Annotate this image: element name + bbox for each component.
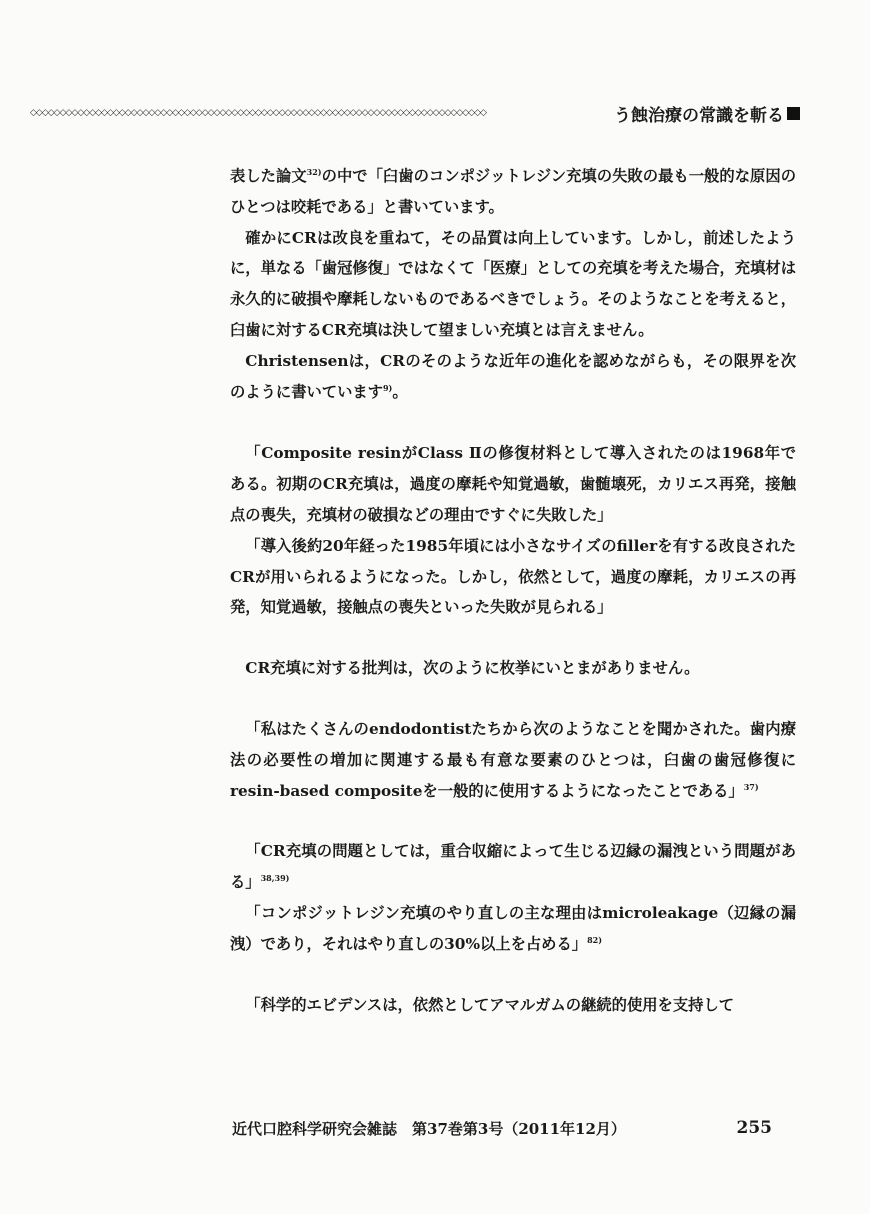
body-text <box>230 161 796 1020</box>
paragraph-2: 確かにCRは改良を重ねて，その品質は向上しています。しかし，前述したように，単なる「歯冠修復」ではなくて「医療」としての充填を考えた場合，充填材は永久的に破損や摩耗しないものであるべきでしょう。そのようなことを考えると，臼歯に対するCR充填は決して望ましい充填とは言えません。 <box>230 228 796 339</box>
quote-5: 「コンポジットレジン充填のやり直しの主な理由はmicroleakage（辺縁の漏洩）であり，それはやり直しの30%以上を占める」$^{82)}$ <box>230 903 796 953</box>
diamond-ornament: ◇◇◇◇◇◇◇◇◇◇◇◇◇◇◇◇◇◇◇◇◇◇◇◇◇◇◇◇◇◇◇◇◇◇◇◇◇◇◇◇◇◇◇◇◇◇◇◇◇◇◇◇◇◇◇◇◇◇◇◇◇◇◇◇◇◇◇◇◇◇◇◇◇◇◇◇◇ <box>30 108 486 118</box>
page-footer <box>232 1118 772 1139</box>
quote-3: 「私はたくさんのendodontistたちから次のようなことを聞かされた。歯内療法の必要性の増加に関連する最も有意な要素のひとつは，臼歯の歯冠修復にresin-based compositeを一般的に使用するようになったことである」$^{37)}$ <box>230 719 796 800</box>
reference-38-39: 38,39) <box>260 873 290 884</box>
reference-32: 32) <box>306 166 322 177</box>
running-header <box>30 100 800 126</box>
quote-4: 「CR充填の問題としては，重合収縮によって生じる辺縁の漏洩という問題がある」$^{38,39)}$ <box>230 842 796 892</box>
paragraph-4: CR充填に対する批判は，次のように枚挙にいとまがありません。 <box>245 659 700 678</box>
black-square-icon <box>787 107 800 120</box>
reference-37: 37) <box>743 781 759 792</box>
paragraph-1: 表した論文$^{32)}$の中で「臼歯のコンポジットレジン充填の失敗の最も一般的な原因のひとつは咬耗である」と書いています。 <box>230 166 796 216</box>
running-title <box>606 101 800 126</box>
paragraph-3: Christensenは，CRのそのような近年の進化を認めながらも，その限界を次のように書いています$^{9)}$。 <box>230 351 796 401</box>
page-number: 255 <box>736 1118 772 1138</box>
journal-citation: 近代口腔科学研究会雑誌 第37巻第3号（2011年12月） <box>232 1120 626 1138</box>
quote-1: 「Composite resinがClass Ⅱの修復材料として導入されたのは1968年である。初期のCR充填は，過度の摩耗や知覚過敏，歯髄壊死，カリエス再発，接触点の喪失，充填材の破損などの理由ですぐに失敗した」 <box>230 444 796 524</box>
running-title-text: う蝕治療の常識を斬る <box>614 105 784 126</box>
quote-6: 「科学的エビデンスは，依然としてアマルガムの継続的使用を支持して <box>245 995 735 1014</box>
reference-82: 82) <box>587 934 602 945</box>
quote-2: 「導入後約20年経った1985年頃には小さなサイズのfillerを有する改良されたCRが用いられるようになった。しかし，依然として，過度の摩耗，カリエスの再発，知覚過敏，接触点の喪失といった失敗が見られる」 <box>230 536 796 617</box>
reference-9: 9) <box>382 382 393 393</box>
